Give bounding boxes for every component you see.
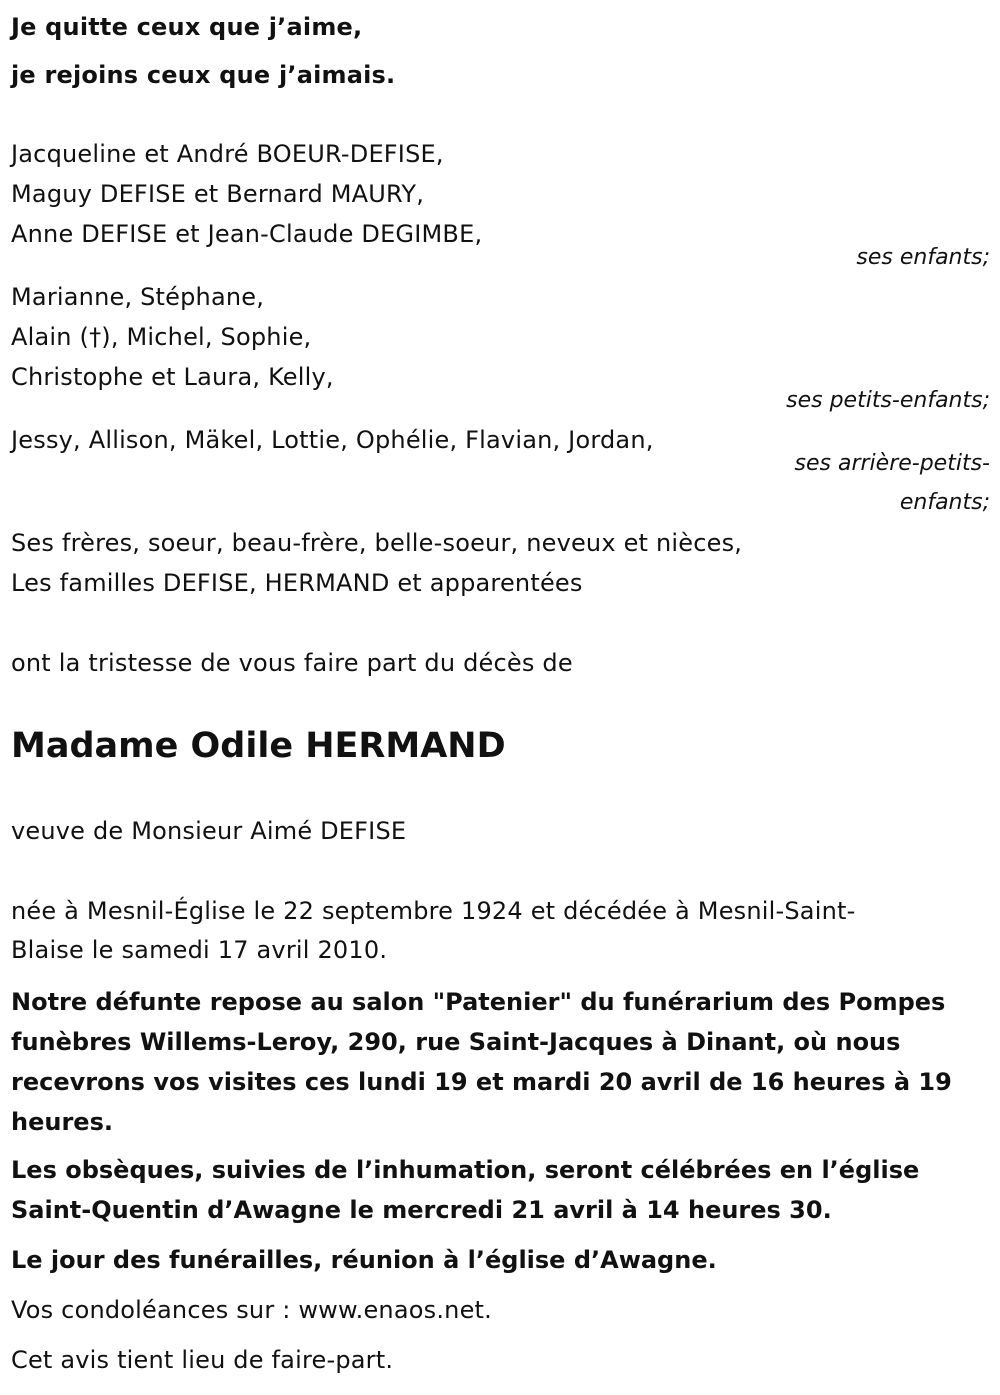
children-line: Jacqueline et André BOEUR-DEFISE, — [11, 140, 444, 168]
great-grandchildren-role-2: enfants; — [899, 490, 990, 515]
deceased-name: Madame Odile HERMAND — [11, 726, 506, 766]
great-grandchildren-role-1: ses arrière-petits- — [794, 451, 990, 476]
grandchildren-role: ses petits-enfants; — [786, 388, 990, 413]
condolences-text: Vos condoléances sur : www.enaos.net. — [11, 1296, 492, 1324]
family-line: Les familles DEFISE, HERMAND et apparentées — [11, 569, 583, 597]
verse-line-1: Je quitte ceux que j’aime, — [11, 13, 363, 41]
verse-line-2: je rejoins ceux que j’aimais. — [11, 61, 396, 89]
children-role: ses enfants; — [856, 245, 990, 270]
widow-of-text: veuve de Monsieur Aimé DEFISE — [11, 817, 407, 845]
grandchildren-line: Christophe et Laura, Kelly, — [11, 363, 334, 391]
family-line: Ses frères, soeur, beau-frère, belle-soeur, neveux et nièces, — [11, 529, 743, 557]
children-line: Anne DEFISE et Jean-Claude DEGIMBE, — [11, 220, 483, 248]
birth-death-line-1: née à Mesnil-Église le 22 septembre 1924 et décédée à Mesnil-Saint- — [11, 897, 856, 925]
grandchildren-line: Marianne, Stéphane, — [11, 283, 265, 311]
notice-text: Cet avis tient lieu de faire-part. — [11, 1346, 394, 1374]
visitation-paragraph: Notre défunte repose au salon "Patenier" du funérarium des Pompes funèbres Willems-Leroy, 290, rue Saint-Jacques à Dinant, où nous recevrons vos visites ces lundi 19 et mardi 20 avril de 16 heures à 19 heures. — [11, 988, 952, 1136]
announcement-text: ont la tristesse de vous faire part du décès de — [11, 649, 573, 677]
birth-death-line-2: Blaise le samedi 17 avril 2010. — [11, 936, 388, 964]
grandchildren-line: Alain (†), Michel, Sophie, — [11, 323, 312, 351]
meeting-text: Le jour des funérailles, réunion à l’église d’Awagne. — [11, 1246, 717, 1274]
funeral-paragraph: Les obsèques, suivies de l’inhumation, seront célébrées en l’église Saint-Quentin d’Awagne le mercredi 21 avril à 14 heures 30. — [11, 1156, 920, 1224]
children-line: Maguy DEFISE et Bernard MAURY, — [11, 180, 425, 208]
great-grandchildren-line: Jessy, Allison, Mäkel, Lottie, Ophélie, Flavian, Jordan, — [11, 426, 654, 454]
